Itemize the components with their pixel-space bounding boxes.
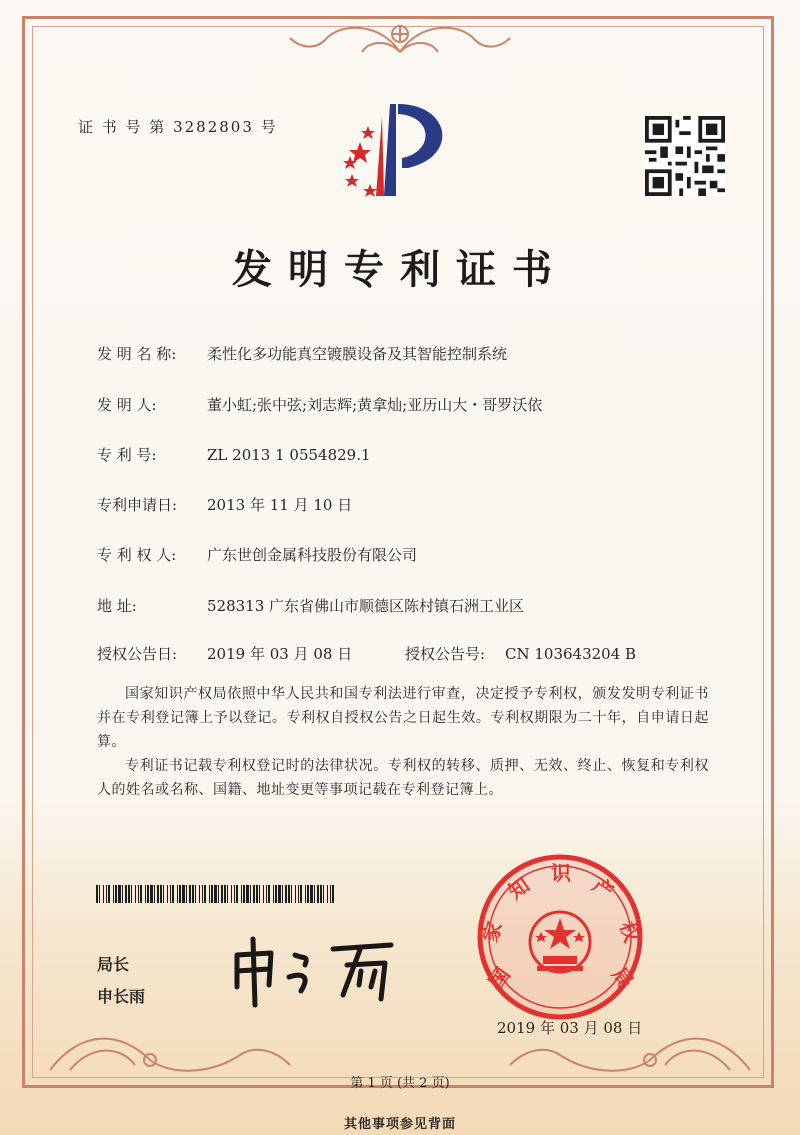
signature-image: [225, 925, 405, 1015]
label-patent-number: 专 利 号:: [97, 446, 157, 464]
value-invention-name: 柔性化多功能真空镀膜设备及其智能控制系统: [207, 345, 508, 363]
label-address: 地 址:: [97, 597, 137, 615]
certificate-title: 发明专利证书: [232, 246, 568, 293]
label-inventors: 发 明 人:: [97, 396, 157, 414]
page-number: 第 1 页 (共 2 页): [350, 1076, 450, 1091]
signatory-title: 局长: [97, 955, 130, 974]
certificate-number: 证 书 号 第 3282803 号: [78, 118, 278, 136]
value-application-date: 2013 年 11 月 10 日: [207, 496, 353, 514]
field-address: [97, 595, 524, 616]
seal-char-6: 权: [615, 918, 645, 946]
value-address: 528313 广东省佛山市顺德区陈村镇石洲工业区: [207, 597, 525, 615]
official-seal-icon: [475, 852, 645, 1022]
qr-code-icon: [645, 116, 725, 196]
field-grant-number: [405, 643, 636, 664]
field-invention-name: [97, 343, 507, 364]
emblem-logo-icon: [330, 96, 470, 206]
seal-char-2: 家: [477, 918, 507, 946]
seal-char-5: 产: [587, 872, 619, 904]
seal-char-7: 局: [607, 962, 639, 994]
seal-char-4: 识: [551, 861, 571, 885]
paragraph-grant-statement: 国家知识产权局依照中华人民共和国专利法进行审查，决定授予专利权，颁发发明专利证书并在专利登记簿上予以登记。专利权自授权公告之日起生效。专利权期限为二十年，自申请日起算。: [97, 686, 709, 750]
label-patentee: 专 利 权 人:: [97, 546, 177, 564]
field-inventors: [97, 394, 542, 415]
seal-date: 2019 年 03 月 08 日: [497, 1019, 643, 1037]
paragraph-legal-status: 专利证书记载专利权登记时的法律状况。专利权的转移、质押、无效、终止、恢复和专利权人的姓名或名称、国籍、地址变更等事项记载在专利登记簿上。: [97, 758, 709, 798]
seal-char-3: 知: [503, 872, 535, 904]
signatory-name: 申长雨: [97, 987, 146, 1006]
value-patentee: 广东世创金属科技股份有限公司: [207, 546, 418, 564]
barcode-icon: [96, 885, 340, 903]
field-grant-date: [97, 643, 352, 664]
value-patent-number: ZL 2013 1 0554829.1: [207, 446, 371, 464]
field-application-date: [97, 494, 352, 515]
value-inventors: 董小虹;张中弦;刘志辉;黄拿灿;亚历山大・哥罗沃依: [207, 396, 543, 414]
top-ornament-icon: [270, 12, 530, 64]
bottom-left-ornament-icon: [40, 1020, 300, 1080]
value-grant-date: 2019 年 03 月 08 日: [207, 645, 353, 663]
field-patentee: [97, 544, 417, 565]
field-patent-number: [97, 444, 371, 465]
label-grant-date: 授权公告日:: [97, 645, 178, 663]
seal-char-1: 国: [483, 962, 515, 994]
value-grant-number: CN 103643204 B: [505, 645, 637, 663]
footer-note: 其他事项参见背面: [343, 1117, 456, 1132]
label-application-date: 专利申请日:: [97, 496, 178, 514]
label-grant-number: 授权公告号:: [405, 645, 486, 663]
label-invention-name: 发 明 名 称:: [97, 345, 177, 363]
